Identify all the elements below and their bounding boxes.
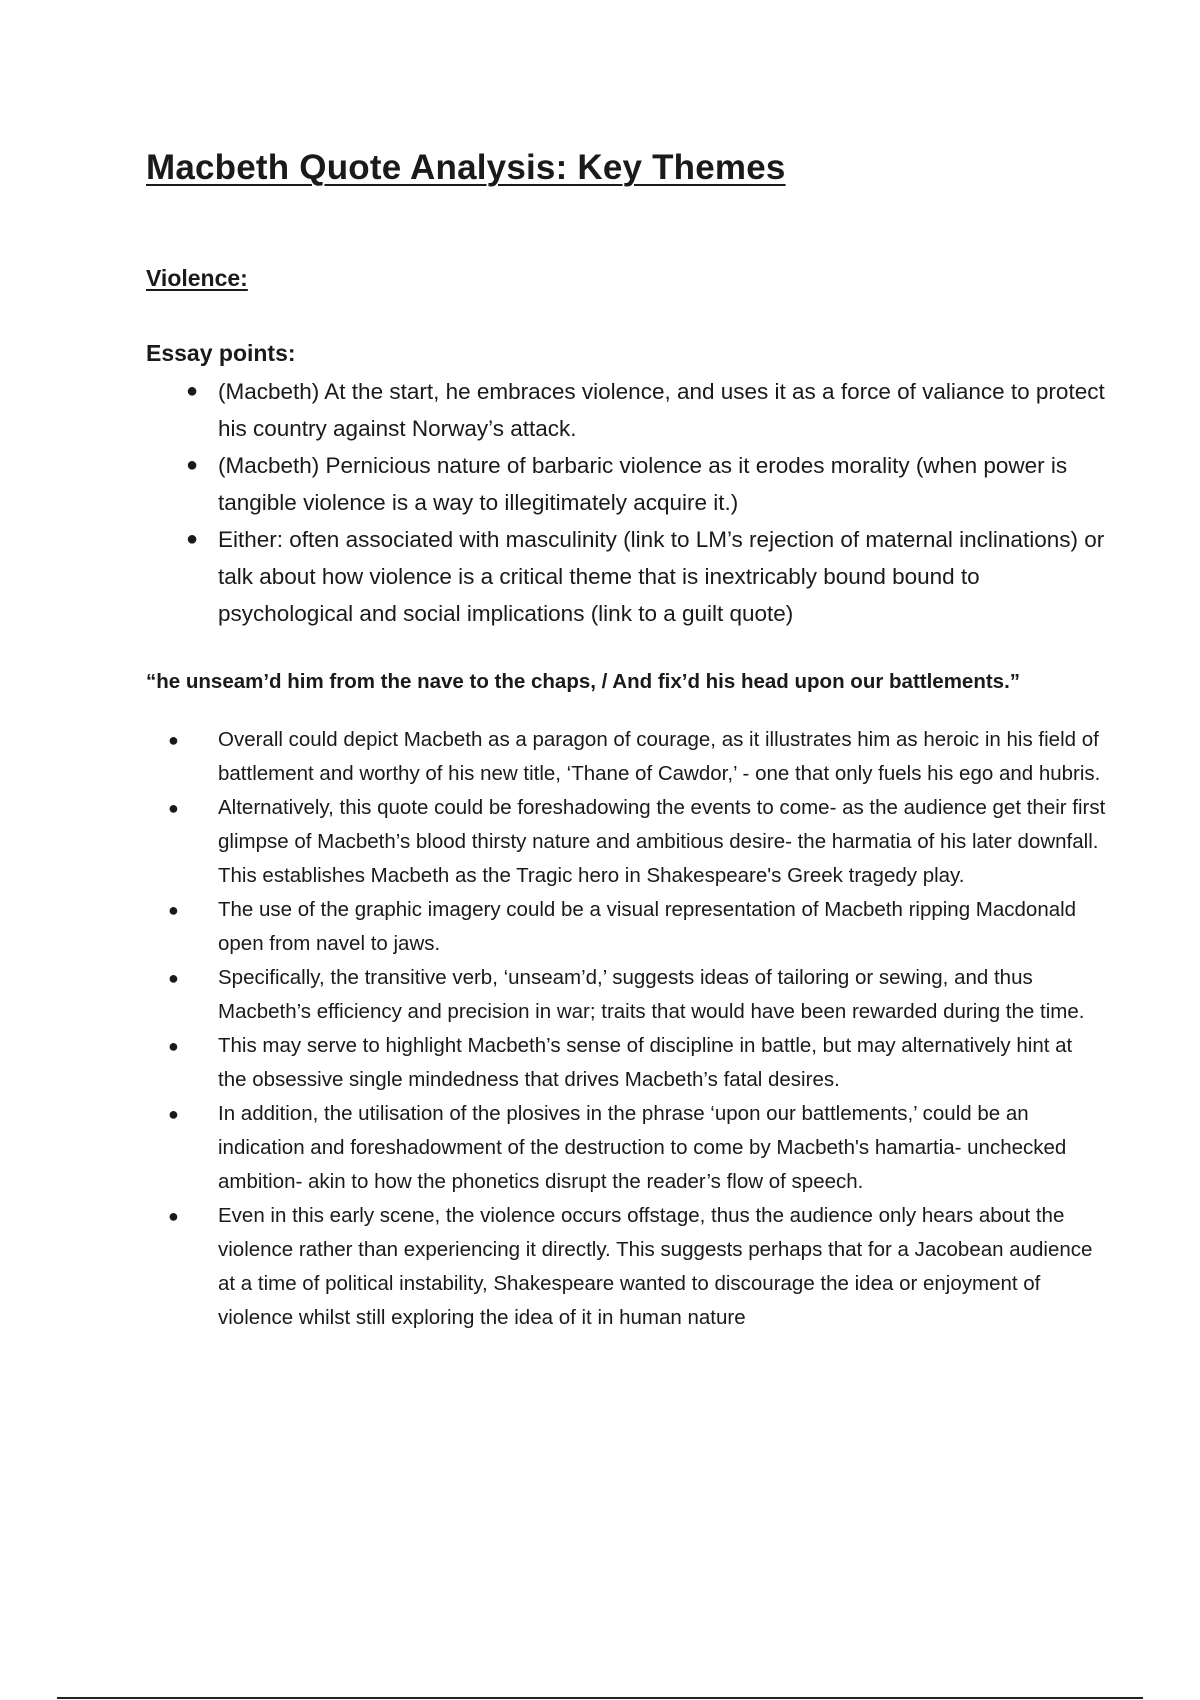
bullet-icon: ● — [168, 1206, 179, 1226]
bullet-icon: ● — [168, 1036, 179, 1056]
section-heading-violence: Violence: — [146, 265, 248, 291]
bullet-icon: ● — [186, 454, 199, 476]
list-item — [146, 723, 1106, 791]
bullet-icon: ● — [168, 798, 179, 818]
bullet-icon: ● — [168, 968, 179, 988]
list-item — [146, 447, 1106, 521]
list-item — [146, 521, 1106, 632]
list-item — [146, 373, 1106, 447]
list-item — [146, 893, 1106, 961]
analysis-point-text: The use of the graphic imagery could be a visual representation of Macbeth ripping Macdonald open from navel to jaws. — [218, 898, 1077, 955]
analysis-point-text: Specifically, the transitive verb, ‘unseam’d,’ suggests ideas of tailoring or sewing, and thus Macbeth’s efficiency and precision in war; traits that would have been rewarded during the time. — [218, 966, 1085, 1023]
analysis-point-text: In addition, the utilisation of the plosives in the phrase ‘upon our battlements,’ could be an indication and foreshadowment of the destruction to come by Macbeth's hamartia- unchecked ambition- akin to how the phonetics disrupt the reader’s flow of speech. — [218, 1102, 1067, 1193]
analysis-point-text: Alternatively, this quote could be foreshadowing the events to come- as the audience get their first glimpse of Macbeth’s blood thirsty nature and ambitious desire- the harmatia of his later downfall. This establishes Macbeth as the Tragic hero in Shakespeare's Greek tragedy play. — [218, 796, 1106, 887]
bullet-icon: ● — [168, 900, 179, 920]
bullet-icon: ● — [168, 1104, 179, 1124]
bullet-icon: ● — [186, 528, 199, 550]
analysis-point-text: Even in this early scene, the violence occurs offstage, thus the audience only hears about the violence rather than experiencing it directly. This suggests perhaps that for a Jacobean audience at a time of political instability, Shakespeare wanted to discourage the idea or enjoyment of violence whilst still exploring the idea of it in human nature — [218, 1204, 1093, 1329]
list-item — [146, 1199, 1106, 1335]
list-item — [146, 1029, 1106, 1097]
essay-points-label: Essay points: — [146, 340, 296, 366]
bullet-icon: ● — [186, 380, 199, 402]
key-quote: “he unseam’d him from the nave to the chaps, / And fix’d his head upon our battlements.” — [146, 670, 1021, 693]
analysis-point-text: Overall could depict Macbeth as a paragon of courage, as it illustrates him as heroic in his field of battlement and worthy of his new title, ‘Thane of Cawdor,’ - one that only fuels his ego and hubris. — [218, 728, 1101, 785]
essay-point-text: (Macbeth) Pernicious nature of barbaric violence as it erodes morality (when power is tangible violence is a way to illegitimately acquire it.) — [218, 453, 1068, 515]
page-title: Macbeth Quote Analysis: Key Themes — [146, 148, 786, 187]
list-item — [146, 1097, 1106, 1199]
analysis-point-text: This may serve to highlight Macbeth’s sense of discipline in battle, but may alternatively hint at the obsessive single mindedness that drives Macbeth’s fatal desires. — [218, 1034, 1073, 1091]
essay-point-text: Either: often associated with masculinity (link to LM’s rejection of maternal inclinations) or talk about how violence is a critical theme that is inextricably bound bound to psychological and social implications (link to a guilt quote) — [218, 527, 1105, 626]
essay-point-text: (Macbeth) At the start, he embraces violence, and uses it as a force of valiance to protect his country against Norway’s attack. — [218, 379, 1105, 441]
list-item — [146, 961, 1106, 1029]
page-bottom-divider — [57, 1697, 1143, 1699]
analysis-points-list — [146, 723, 1106, 1335]
essay-points-list — [146, 373, 1106, 632]
bullet-icon: ● — [168, 730, 179, 750]
list-item — [146, 791, 1106, 893]
